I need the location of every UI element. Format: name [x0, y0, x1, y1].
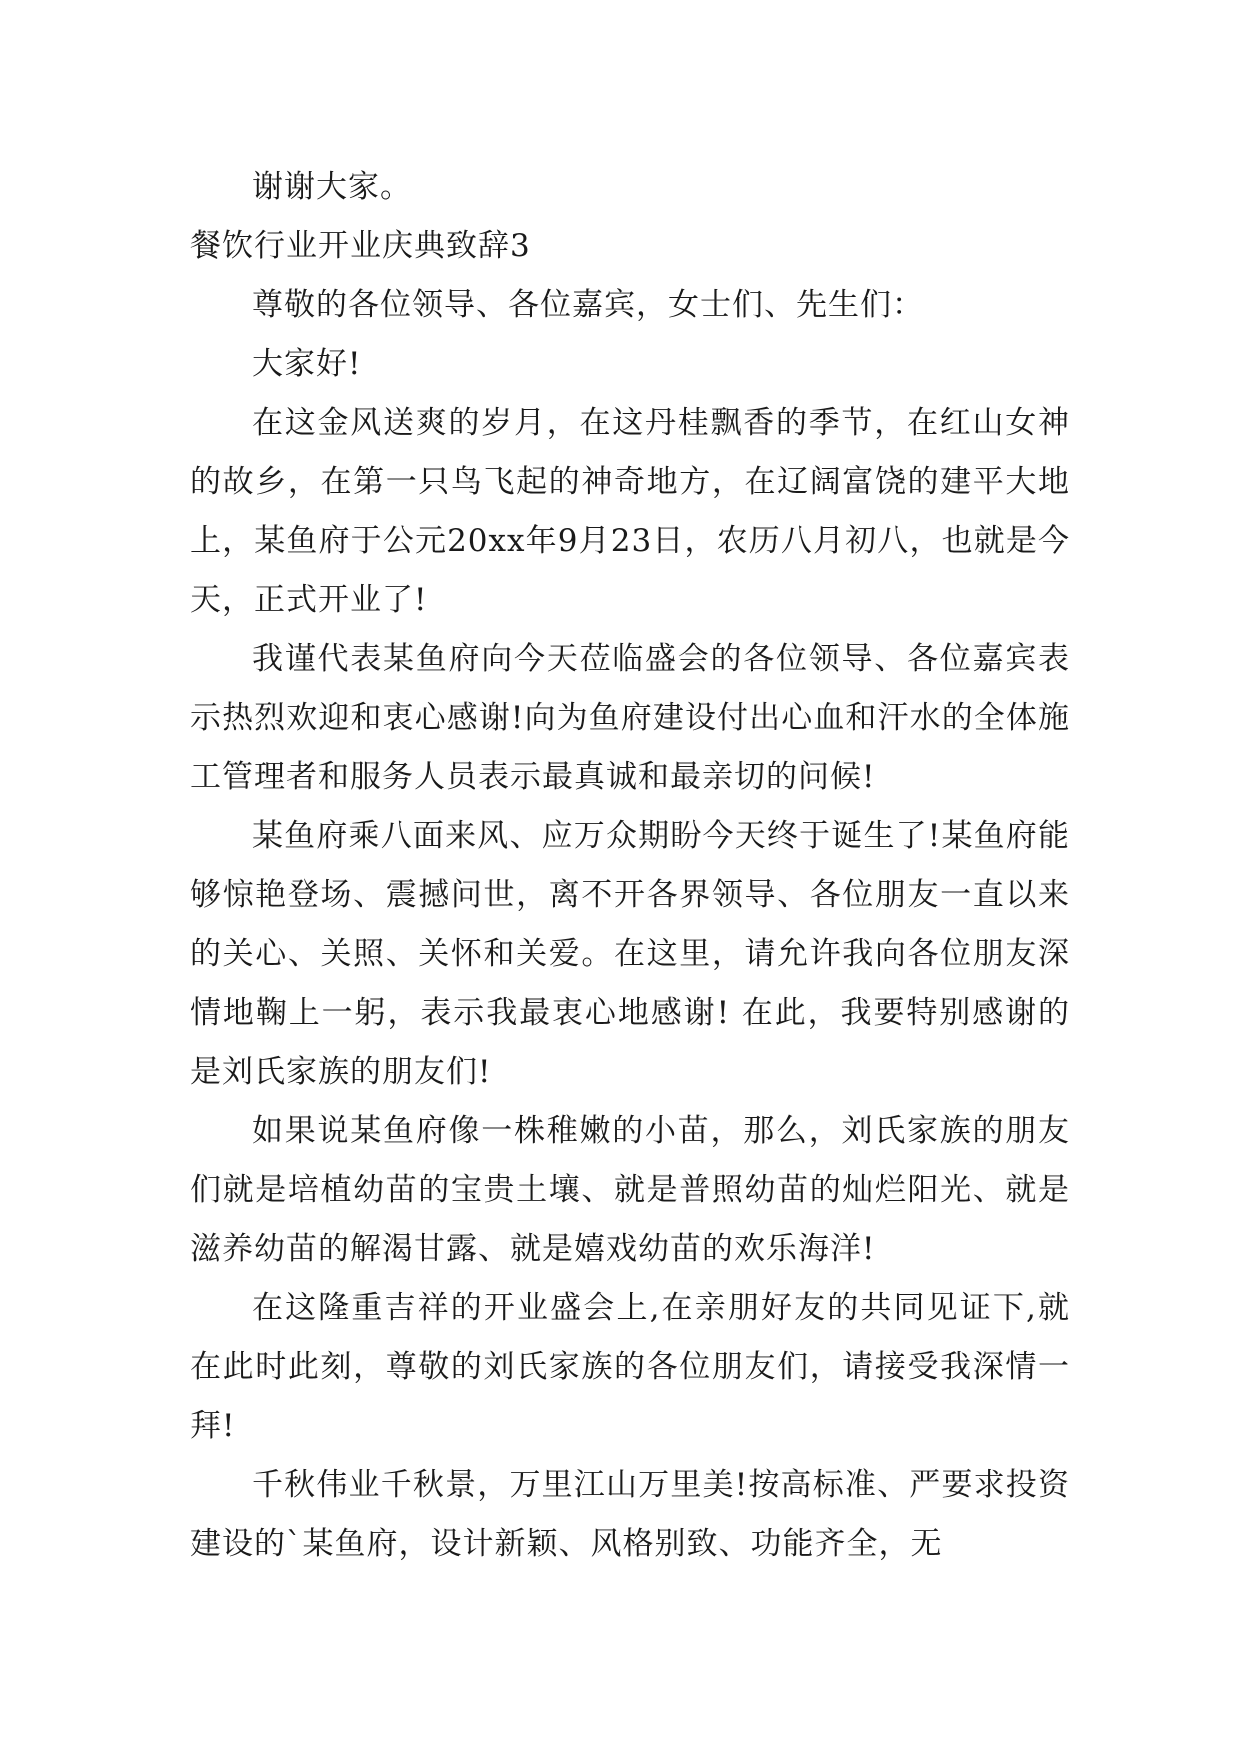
paragraph-bow: 在这隆重吉祥的开业盛会上,在亲朋好友的共同见证下,就在此时此刻，尊敬的刘氏家族的各位朋友们，请接受我深情一拜! — [190, 1290, 1070, 1444]
document-body — [190, 158, 1070, 1574]
paragraph-debut: 某鱼府乘八面来风、应万众期盼今天终于诞生了!某鱼府能够惊艳登场、震撼问世，离不开各界领导、各位朋友一直以来的关心、关照、关怀和关爱。在这里，请允许我向各位朋友深情地鞠上一躬，表示我最衷心地感谢! 在此，我要特别感谢的是刘氏家族的朋友们! — [190, 818, 1070, 1090]
speech-title: 餐饮行业开业庆典致辞3 — [190, 228, 531, 264]
closing-line: 谢谢大家。 — [252, 169, 412, 205]
paragraph-greeting: 大家好! — [252, 346, 362, 382]
paragraph-salutation: 尊敬的各位领导、各位嘉宾，女士们、先生们： — [252, 287, 924, 323]
paragraph-closing: 千秋伟业千秋景，万里江山万里美!按高标准、严要求投资建设的`某鱼府，设计新颖、风格别致、功能齐全，无 — [190, 1467, 1070, 1562]
paragraph-metaphor: 如果说某鱼府像一株稚嫩的小苗，那么，刘氏家族的朋友们就是培植幼苗的宝贵土壤、就是普照幼苗的灿烂阳光、就是滋养幼苗的解渴甘露、就是嬉戏幼苗的欢乐海洋! — [190, 1113, 1070, 1267]
paragraph-thanks: 我谨代表某鱼府向今天莅临盛会的各位领导、各位嘉宾表示热烈欢迎和衷心感谢!向为鱼府建设付出心血和汗水的全体施工管理者和服务人员表示最真诚和最亲切的问候! — [190, 641, 1070, 795]
paragraph-opening: 在这金风送爽的岁月，在这丹桂飘香的季节，在红山女神的故乡，在第一只鸟飞起的神奇地方，在辽阔富饶的建平大地上，某鱼府于公元20xx年9月23日，农历八月初八，也就是今天，正式开业了! — [190, 405, 1070, 618]
